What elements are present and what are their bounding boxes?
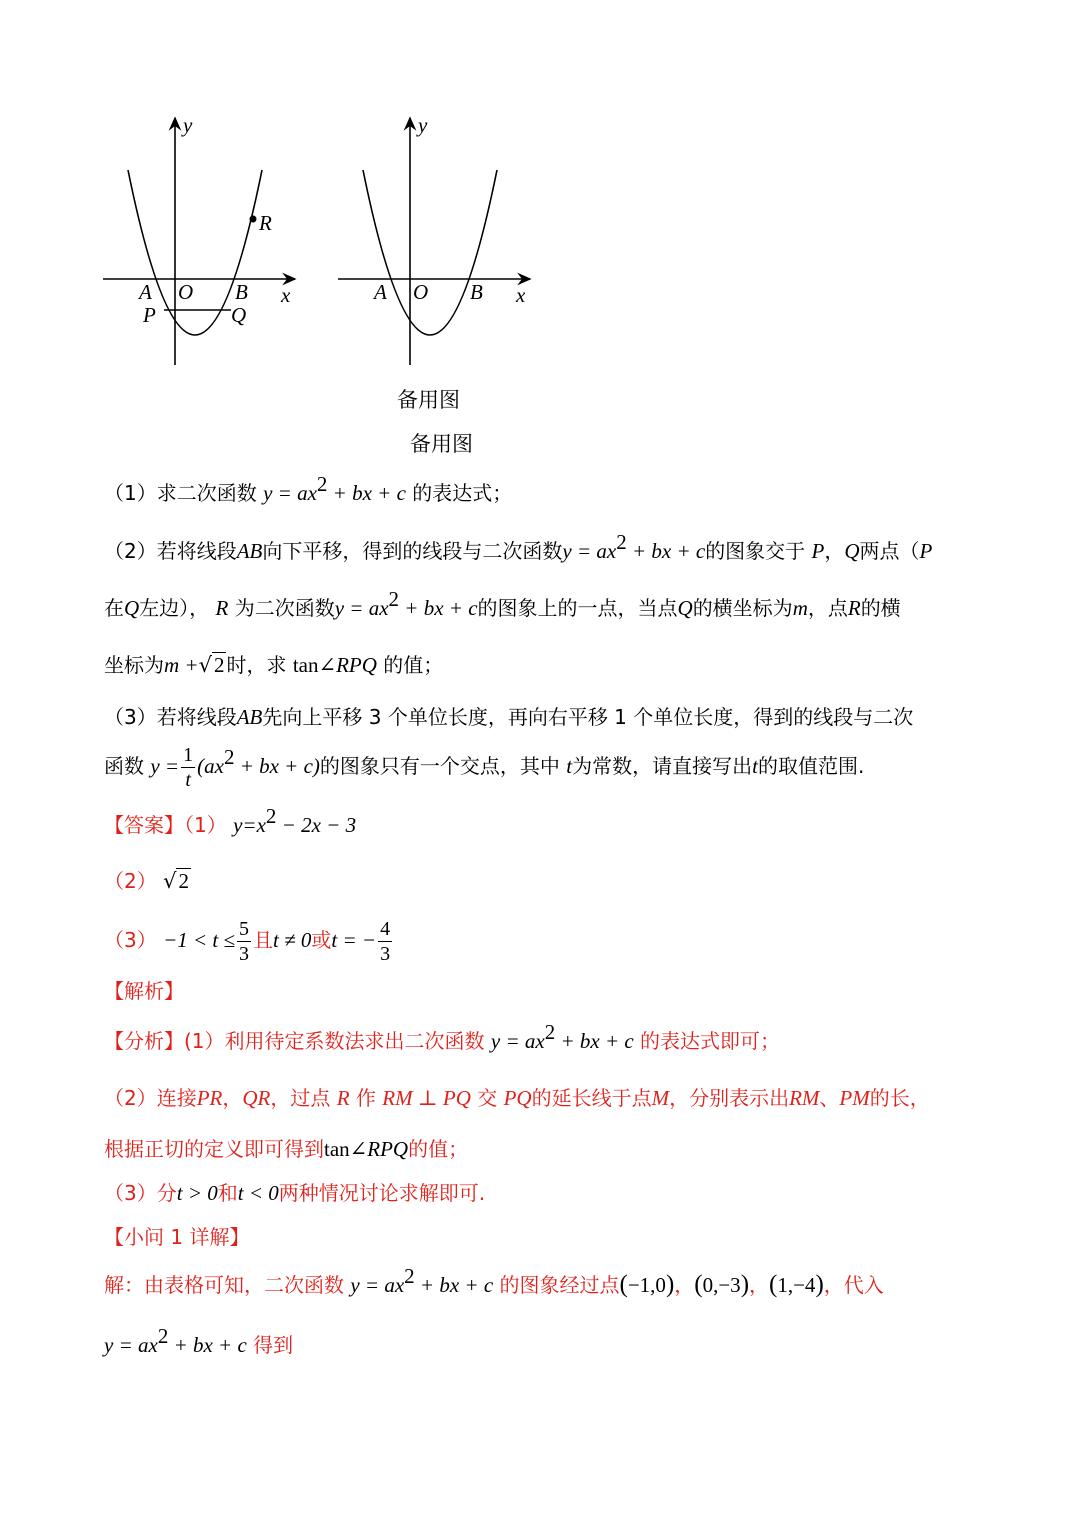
q2-func: y = ax [562, 539, 617, 563]
q2-q: Q [844, 539, 860, 563]
question-3-line-2 [104, 742, 984, 790]
q3-t: t [752, 754, 758, 778]
analysis-text: 的长， [869, 1086, 930, 1110]
figure-caption: 备用图 [397, 388, 460, 412]
solution-text: 解：由表格可知，二次函数 [104, 1273, 344, 1297]
solution-text: 得到 [253, 1333, 294, 1357]
analysis-tag: 【分析】 [104, 1029, 184, 1053]
label-y: y [183, 113, 193, 137]
analysis-rpq: RPQ [367, 1137, 409, 1161]
q3-text: （3）若将线段 [104, 705, 237, 729]
q2-r: R [215, 596, 229, 620]
label-y: y [418, 113, 428, 137]
analysis-line-2 [104, 1083, 984, 1113]
point-r [250, 216, 257, 223]
solution-func-tail: + bx + c [168, 1333, 247, 1357]
q2-tan: tan∠ [292, 653, 337, 677]
label-o: O [413, 280, 429, 304]
analysis-text: 的延长线于点 [531, 1086, 652, 1110]
answer-1-exp: 2 [265, 804, 277, 828]
analysis-pq: PQ [503, 1086, 532, 1110]
answer-1-tail: − 2x − 3 [276, 813, 357, 837]
q2-text: 为二次函数 [234, 596, 335, 620]
question-2-line-3 [104, 650, 984, 680]
q2-text: 左边）， [139, 596, 210, 620]
solution-func-tail: + bx + c [414, 1273, 494, 1297]
q1-suffix: 的表达式； [412, 481, 513, 505]
point-2: (0,−3) [694, 1271, 750, 1298]
answer-3-value: t = − [331, 928, 377, 952]
q2-text: 的横坐标为 [692, 596, 793, 620]
q2-text: 的图象上的一点，当点 [477, 596, 678, 620]
q2-text: 向下平移，得到的线段与二次函数 [262, 539, 563, 563]
q2-m: m [792, 596, 808, 620]
label-a: A [139, 280, 152, 304]
answer-line-3 [104, 916, 984, 964]
frac-num: 4 [380, 918, 391, 940]
q1-func-tail: + bx + c [327, 481, 406, 505]
question-2-line-2 [104, 587, 984, 623]
q3-exp: 2 [223, 745, 235, 769]
q2-rpq: RPQ [336, 653, 377, 677]
fraction [378, 919, 392, 964]
solution-func: y = ax [104, 1333, 158, 1357]
sqrt-symbol: √2 [163, 869, 189, 893]
label-a: A [374, 280, 387, 304]
sqrt-symbol: √2 [198, 653, 225, 677]
answer-line-2 [104, 866, 984, 896]
label-p: P [143, 303, 156, 327]
analysis-t-gt: t > 0 [176, 1181, 218, 1205]
q2-comma: ， [824, 539, 845, 563]
analysis-line-4 [104, 1178, 984, 1208]
answer-3-and: 且 [253, 928, 274, 952]
analysis-text: ，过点 [270, 1086, 331, 1110]
q2-p: P [919, 539, 933, 563]
label-q: Q [231, 303, 247, 327]
point-1: (−1,0) [619, 1271, 675, 1298]
q3-text: 先向上平移 3 个单位长度，再向右平移 1 个单位长度，得到的线段与二次 [262, 705, 914, 729]
label-b: B [470, 280, 483, 304]
q2-text: 的值； [383, 653, 444, 677]
q2-text: （2）若将线段 [104, 539, 237, 563]
label-b: B [235, 280, 248, 304]
answer-3-range: −1 < t ≤ [163, 928, 236, 952]
q2-ab: AB [236, 539, 263, 563]
frac-den: 3 [380, 943, 391, 965]
q2-p: P [811, 539, 825, 563]
q2-text: 时，求 [226, 653, 287, 677]
analysis-text: （2）连接 [104, 1086, 197, 1110]
q2-m-plus: m + [164, 653, 199, 677]
answer-3-cond: t ≠ 0 [273, 928, 312, 952]
analysis-text: 作 [355, 1086, 376, 1110]
q2-q: Q [677, 596, 693, 620]
question-2-line-1 [104, 530, 984, 566]
q2-text: 的图象交于 [705, 539, 806, 563]
analysis-text: 根据正切的定义即可得到 [104, 1137, 324, 1161]
q3-func-tail: + bx + c) [234, 754, 320, 778]
question-3-line-1 [104, 702, 984, 732]
q3-y-eq: y = [150, 754, 180, 778]
label-o: O [178, 280, 194, 304]
q3-text: 的取值范围. [757, 754, 865, 778]
q3-ab: AB [236, 705, 263, 729]
label-r: R [259, 211, 272, 235]
fraction [181, 745, 195, 790]
solution-sep: ， [674, 1273, 695, 1297]
jiexi-tag: 【解析】 [104, 979, 184, 1003]
q3-t: t [566, 754, 573, 778]
q2-q: Q [124, 596, 140, 620]
label-x: x [281, 283, 291, 307]
q2-func: y = ax [334, 596, 389, 620]
analysis-tan: tan∠ [324, 1137, 368, 1161]
figure-caption: 备用图 [410, 432, 473, 456]
answer-1: y=x [233, 813, 266, 837]
fraction [237, 919, 251, 964]
analysis-pm: PM [839, 1086, 870, 1110]
analysis-text: 交 [477, 1086, 498, 1110]
analysis-text: 、 [819, 1086, 840, 1110]
q3-func: (ax [197, 754, 224, 778]
analysis-text: (1）利用待定系数法求出二次函数 [184, 1029, 485, 1053]
q2-text: ，点 [807, 596, 848, 620]
answer-part-label: （1） [184, 813, 227, 837]
solution-text: ，代入 [823, 1273, 884, 1297]
solution-line-2 [104, 1324, 984, 1360]
solution-line-1 [104, 1264, 984, 1300]
analysis-pr: PR [196, 1086, 223, 1110]
q2-text: 坐标为 [104, 653, 164, 677]
frac-den: 3 [239, 943, 250, 965]
point-2-coords: 0,−3 [702, 1273, 741, 1297]
q2-exp: 2 [616, 530, 627, 554]
q2-text: 两点（ [859, 539, 920, 563]
label-x: x [516, 283, 526, 307]
analysis-text: 的值； [408, 1137, 469, 1161]
q2-text: 在 [104, 596, 124, 620]
analysis-text: ， [222, 1086, 243, 1110]
analysis-text: 两种情况讨论求解即可. [278, 1181, 486, 1205]
solution-func: y = ax [350, 1273, 405, 1297]
q2-func-tail: + bx + c [399, 596, 478, 620]
answer-tag: 【答案】 [104, 813, 184, 837]
q3-text: 为常数，请直接写出 [572, 754, 753, 778]
point-3-coords: 1,−4 [777, 1273, 816, 1297]
solution-exp: 2 [404, 1264, 415, 1288]
q1-text: （1）求二次函数 [104, 481, 257, 505]
analysis-text: 和 [217, 1181, 238, 1205]
q2-text: 的横 [860, 596, 901, 620]
analysis-rm-perp: RM ⊥ PQ [382, 1086, 471, 1110]
analysis-qr: QR [242, 1086, 271, 1110]
analysis-line-1 [104, 1020, 984, 1056]
answer-line-1 [104, 804, 984, 840]
analysis-func: y = ax [490, 1029, 545, 1053]
solution-text: 的图象经过点 [499, 1273, 620, 1297]
analysis-text: ，分别表示出 [669, 1086, 790, 1110]
q3-text: 的图象只有一个交点，其中 [319, 754, 560, 778]
graph-figure-2 [330, 110, 545, 375]
solution-sep: ， [749, 1273, 770, 1297]
analysis-t-lt: t < 0 [237, 1181, 279, 1205]
parabola [363, 170, 497, 335]
analysis-text: （3）分 [104, 1181, 177, 1205]
q2-func-tail: + bx + c [626, 539, 706, 563]
frac-num: 1 [183, 744, 194, 766]
point-3: (1,−4) [769, 1271, 824, 1298]
analysis-line-3 [104, 1134, 984, 1164]
point-1-coords: −1,0 [627, 1273, 666, 1297]
analysis-rm: RM [789, 1086, 820, 1110]
q2-r: R [847, 596, 861, 620]
answer-part-label: （2） [104, 869, 157, 893]
graph-figure-1 [95, 110, 310, 375]
question-1 [104, 472, 984, 508]
analysis-exp: 2 [544, 1020, 556, 1044]
sqrt-arg: 2 [178, 869, 189, 893]
frac-den: t [185, 769, 191, 791]
analysis-text: 的表达式即可； [640, 1029, 781, 1053]
q1-func: y = ax [263, 481, 317, 505]
answer-part-label: （3） [104, 928, 157, 952]
analysis-m: M [651, 1086, 670, 1110]
sub1-tag: 【小问 1 详解】 [104, 1225, 250, 1249]
frac-num: 5 [239, 918, 250, 940]
analysis-func-tail: + bx + c [555, 1029, 634, 1053]
solution-exp: 2 [157, 1324, 169, 1348]
q2-exp: 2 [388, 587, 400, 611]
q1-exp: 2 [316, 472, 328, 496]
q3-text: 函数 [104, 754, 144, 778]
analysis-r: R [336, 1086, 350, 1110]
sqrt-arg: 2 [213, 653, 225, 677]
answer-3-or: 或 [311, 928, 332, 952]
